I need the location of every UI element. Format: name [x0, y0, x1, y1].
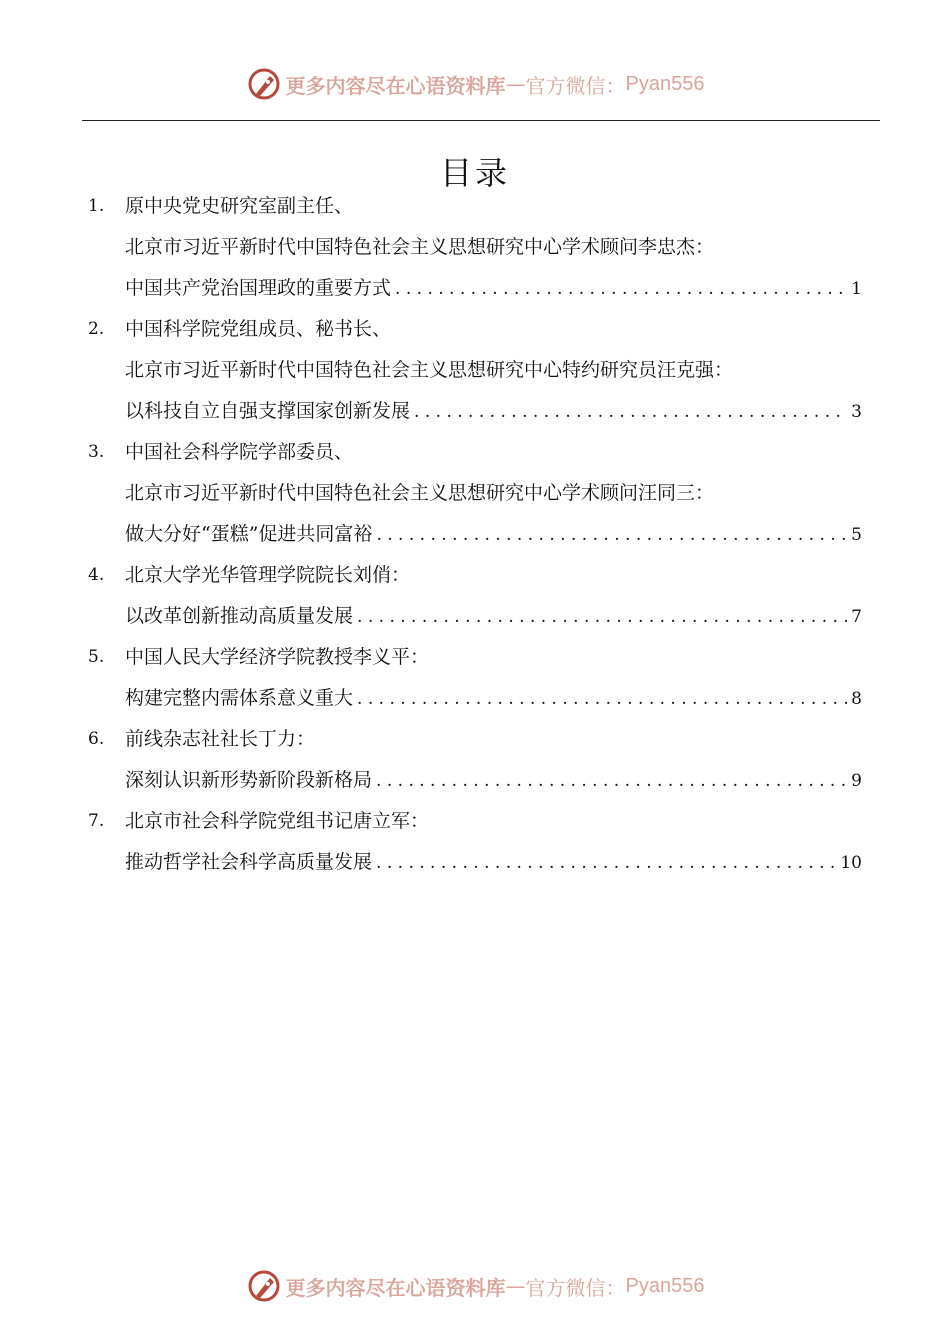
toc-entry-7-title-line[interactable] [88, 842, 862, 883]
toc-entry-4-line-1 [88, 555, 862, 596]
footer-official: 官方微信： [525, 1275, 626, 1300]
toc-entry-2-line-2 [88, 350, 862, 391]
toc-leader-dots [376, 761, 847, 802]
toc-leader-dots [357, 597, 847, 638]
toc-entry-4-title-line[interactable] [88, 596, 862, 637]
toc-entry-number: 5. [88, 647, 105, 667]
toc-entry-5-title-line[interactable] [88, 678, 862, 719]
toc-entry-3-line-2 [88, 473, 862, 514]
toc-entry-6-line-1 [88, 719, 862, 760]
pen-nib-logo-icon [246, 66, 282, 102]
page-title: 目录 [439, 154, 510, 192]
toc-entry-title[interactable]: 深刻认识新形势新阶段新格局 [125, 769, 373, 791]
header-watermark [0, 64, 950, 104]
toc-entry-2-line-1 [88, 309, 862, 350]
toc-entry-author: 原中央党史研究室副主任、 [125, 195, 354, 217]
toc-entry-author: 北京市社会科学院党组书记唐立军： [125, 810, 430, 832]
header-separator: — [505, 72, 526, 96]
toc-leader-dots [376, 515, 847, 556]
toc-entry-number: 2. [88, 319, 105, 339]
toc-entry-3-line-1 [88, 432, 862, 473]
toc-entry-number: 3. [88, 442, 105, 462]
pen-nib-logo-icon [246, 1268, 282, 1304]
footer-brand: 更多内容尽在心语资料库 [285, 1275, 506, 1300]
toc-leader-dots [414, 392, 847, 433]
toc-entry-3-title-line[interactable] [88, 514, 862, 555]
toc-page-number[interactable]: 3 [851, 402, 862, 422]
toc-page-number[interactable]: 5 [851, 525, 862, 545]
toc-entry-author: 北京市习近平新时代中国特色社会主义思想研究中心特约研究员汪克强： [125, 359, 734, 381]
toc-entry-1-line-1 [88, 186, 862, 227]
footer-handle: Pyan556 [625, 1274, 705, 1297]
table-of-contents [88, 186, 862, 883]
footer-watermark [0, 1266, 950, 1306]
toc-leader-dots [357, 679, 847, 720]
toc-page-number[interactable]: 8 [851, 689, 862, 709]
toc-entry-title[interactable]: 做大分好“蛋糕”促进共同富裕 [125, 523, 373, 545]
toc-page-number[interactable]: 1 [851, 279, 862, 299]
header-official: 官方微信： [525, 73, 626, 98]
toc-entry-author: 北京大学光华管理学院院长刘俏： [125, 564, 411, 586]
toc-entry-2-title-line[interactable] [88, 391, 862, 432]
toc-leader-dots [376, 843, 836, 884]
toc-entry-7-line-1 [88, 801, 862, 842]
toc-entry-6-title-line[interactable] [88, 760, 862, 801]
toc-entry-author: 中国社会科学院学部委员、 [125, 441, 354, 463]
toc-entry-title[interactable]: 推动哲学社会科学高质量发展 [125, 851, 373, 873]
toc-entry-author: 中国人民大学经济学院教授李义平： [125, 646, 430, 668]
toc-entry-5-line-1 [88, 637, 862, 678]
toc-entry-author: 前线杂志社社长丁力： [125, 728, 316, 750]
toc-entry-title[interactable]: 以科技自立自强支撑国家创新发展 [125, 400, 411, 422]
toc-entry-1-title-line[interactable] [88, 268, 862, 309]
footer-separator: — [505, 1274, 526, 1298]
toc-page-number[interactable]: 9 [851, 771, 862, 791]
toc-page-number[interactable]: 7 [851, 607, 862, 627]
header-divider [82, 120, 880, 121]
header-handle: Pyan556 [625, 72, 705, 95]
toc-entry-author: 中国科学院党组成员、秘书长、 [125, 318, 392, 340]
toc-entry-number: 6. [88, 729, 105, 749]
toc-entry-title[interactable]: 以改革创新推动高质量发展 [125, 605, 354, 627]
toc-leader-dots [395, 269, 847, 310]
toc-entry-number: 4. [88, 565, 105, 585]
header-brand: 更多内容尽在心语资料库 [285, 73, 506, 98]
toc-entry-number: 7. [88, 811, 105, 831]
toc-page-number[interactable]: 10 [840, 853, 862, 873]
toc-entry-number: 1. [88, 196, 105, 216]
toc-entry-1-line-2 [88, 227, 862, 268]
toc-entry-author: 北京市习近平新时代中国特色社会主义思想研究中心学术顾问李忠杰： [125, 236, 715, 258]
toc-entry-title[interactable]: 构建完整内需体系意义重大 [125, 687, 354, 709]
toc-entry-author: 北京市习近平新时代中国特色社会主义思想研究中心学术顾问汪同三： [125, 482, 715, 504]
toc-entry-title[interactable]: 中国共产党治国理政的重要方式 [125, 277, 392, 299]
